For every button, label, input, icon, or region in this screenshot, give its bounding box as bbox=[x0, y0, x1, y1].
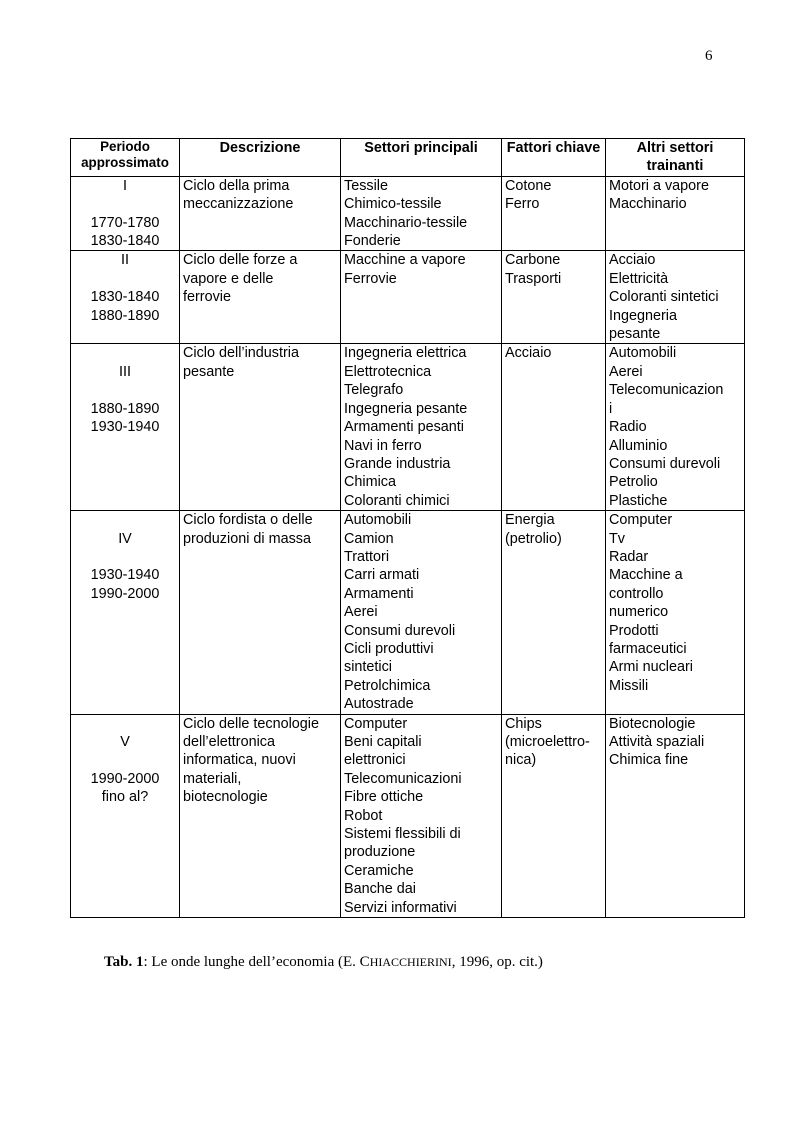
cell-line: Radar bbox=[609, 548, 649, 565]
table-row bbox=[71, 714, 745, 917]
cell-line: Trasporti bbox=[505, 270, 562, 287]
cell-line: Ingegneria bbox=[609, 307, 678, 324]
caption-label: Tab. 1 bbox=[104, 954, 144, 970]
main-sectors-cell bbox=[341, 511, 502, 714]
cell-line: Autostrade bbox=[344, 696, 414, 713]
cell-line: Macchinario bbox=[609, 196, 687, 213]
table-row bbox=[71, 251, 745, 344]
period-start: 1830-1840 bbox=[90, 289, 160, 306]
cell-line: Missili bbox=[609, 677, 649, 694]
cell-line: meccanizzazione bbox=[183, 196, 294, 213]
cell-line: Cotone bbox=[505, 177, 552, 194]
cell-line: Fibre ottiche bbox=[344, 789, 424, 806]
cell-line: Plastiche bbox=[609, 492, 668, 509]
period-start: 1930-1940 bbox=[90, 567, 160, 584]
caption-source: , 1996, op. cit.) bbox=[451, 954, 543, 970]
cell-line: Telecomunicazioni bbox=[344, 770, 462, 787]
other-sectors-cell bbox=[606, 714, 745, 917]
main-sectors-cell bbox=[341, 176, 502, 251]
cell-line: Trattori bbox=[344, 548, 390, 565]
cell-line: Chimico-tessile bbox=[344, 196, 442, 213]
caption-text: : Le onde lunghe dell’economia (E. bbox=[143, 954, 360, 970]
cell-line: ferrovie bbox=[183, 289, 231, 306]
period-cell bbox=[71, 251, 180, 344]
period-cell bbox=[71, 511, 180, 714]
cell-line: Fonderie bbox=[344, 233, 401, 250]
period-cell bbox=[71, 714, 180, 917]
cell-line: Macchine a vapore bbox=[344, 252, 466, 269]
table-header-row bbox=[71, 139, 745, 177]
cell-line: pesante bbox=[609, 326, 661, 343]
cell-line: pesante bbox=[183, 363, 235, 380]
key-factors-cell bbox=[502, 344, 606, 511]
cell-line: Ciclo dell’industria bbox=[183, 345, 299, 362]
main-sectors-cell bbox=[341, 714, 502, 917]
caption-author-initial: C bbox=[359, 954, 370, 970]
description-cell bbox=[180, 511, 341, 714]
cell-line: Telegrafo bbox=[344, 382, 404, 399]
cell-line: Alluminio bbox=[609, 437, 668, 454]
cell-line: Consumi durevoli bbox=[344, 622, 456, 639]
cell-line: Aerei bbox=[344, 604, 378, 621]
cell-line: vapore e delle bbox=[183, 270, 274, 287]
cell-line: Elettrotecnica bbox=[344, 363, 432, 380]
period-cell bbox=[71, 176, 180, 251]
page-number: 6 bbox=[705, 48, 713, 64]
cell-line: Tessile bbox=[344, 177, 388, 194]
cell-line: Radio bbox=[609, 419, 647, 436]
table-body bbox=[71, 176, 745, 917]
cell-line: (petrolio) bbox=[505, 530, 562, 547]
key-factors-cell bbox=[502, 251, 606, 344]
main-sectors-cell bbox=[341, 344, 502, 511]
cell-line: Ingegneria pesante bbox=[344, 400, 468, 417]
description-cell bbox=[180, 714, 341, 917]
cell-line: farmaceutici bbox=[609, 640, 687, 657]
cell-line: Biotecnologie bbox=[609, 715, 696, 732]
cell-line: Beni capitali bbox=[344, 734, 422, 750]
key-factors-cell bbox=[502, 176, 606, 251]
other-sectors-cell bbox=[606, 344, 745, 511]
cell-line: Consumi durevoli bbox=[609, 455, 721, 472]
period-end: 1830-1840 bbox=[90, 233, 160, 250]
cell-line: Armi nucleari bbox=[609, 659, 693, 676]
cell-line: i bbox=[609, 400, 613, 417]
cell-line: Ferrovie bbox=[344, 270, 397, 287]
cell-line: Servizi informativi bbox=[344, 899, 457, 916]
cell-line: Elettricità bbox=[609, 270, 669, 287]
description-cell bbox=[180, 344, 341, 511]
period-numeral: V bbox=[120, 733, 130, 750]
cell-line: Tv bbox=[609, 530, 625, 547]
cell-line: Ciclo delle forze a bbox=[183, 252, 298, 269]
other-sectors-cell bbox=[606, 176, 745, 251]
cell-line: Cicli produttivi bbox=[344, 640, 434, 657]
other-sectors-cell bbox=[606, 251, 745, 344]
cell-line: Banche dai bbox=[344, 881, 417, 898]
cell-line: Ciclo fordista o delle bbox=[183, 512, 313, 529]
cell-line: Attività spaziali bbox=[609, 734, 705, 750]
cell-line: sintetici bbox=[344, 659, 392, 676]
cell-line: nica) bbox=[505, 752, 537, 769]
cell-line: Robot bbox=[344, 807, 383, 824]
cell-line: informatica, nuovi bbox=[183, 752, 296, 769]
period-end: fino al? bbox=[101, 789, 149, 806]
cell-line: Chimica bbox=[344, 474, 396, 491]
cell-line: Ingegneria elettrica bbox=[344, 345, 467, 362]
cell-line: produzione bbox=[344, 844, 416, 861]
cell-line: Macchinario-tessile bbox=[344, 214, 468, 231]
cell-line: controllo bbox=[609, 585, 664, 602]
period-end: 1990-2000 bbox=[90, 585, 160, 602]
cell-line: Petrolio bbox=[609, 474, 658, 491]
period-start: 1990-2000 bbox=[90, 770, 160, 787]
period-cell bbox=[71, 344, 180, 511]
cell-line: Ceramiche bbox=[344, 862, 414, 879]
cell-line: produzioni di massa bbox=[183, 530, 311, 547]
cell-line: Aerei bbox=[609, 363, 643, 380]
key-factors-cell bbox=[502, 714, 606, 917]
period-numeral: IV bbox=[118, 530, 132, 547]
cell-line: Energia bbox=[505, 512, 555, 529]
cell-line: Telecomunicazion bbox=[609, 382, 724, 399]
cell-line: materiali, bbox=[183, 770, 242, 787]
main-sectors-cell bbox=[341, 251, 502, 344]
description-cell bbox=[180, 176, 341, 251]
cell-line: Armamenti bbox=[344, 585, 414, 602]
header-altri: Altri settori trainanti bbox=[606, 139, 745, 177]
cell-line: Ciclo della prima bbox=[183, 177, 290, 194]
period-end: 1880-1890 bbox=[90, 307, 160, 324]
table-row bbox=[71, 511, 745, 714]
cell-line: elettronici bbox=[344, 752, 406, 769]
long-waves-table bbox=[70, 138, 745, 918]
cell-line: dell’elettronica bbox=[183, 734, 275, 750]
header-descrizione: Descrizione bbox=[180, 139, 341, 177]
cell-line: Automobili bbox=[609, 345, 677, 362]
period-end: 1930-1940 bbox=[90, 419, 160, 436]
cell-line: Acciaio bbox=[505, 345, 552, 362]
other-sectors-cell bbox=[606, 511, 745, 714]
header-settori: Settori principali bbox=[341, 139, 502, 177]
caption-author-rest: HIACCHIERINI bbox=[369, 955, 452, 969]
cell-line: Chips bbox=[505, 715, 542, 732]
cell-line: Petrolchimica bbox=[344, 677, 431, 694]
cell-line: Sistemi flessibili di bbox=[344, 826, 461, 843]
cell-line: Carri armati bbox=[344, 567, 420, 584]
cell-line: Computer bbox=[609, 512, 673, 529]
period-numeral: III bbox=[119, 363, 131, 380]
period-start: 1770-1780 bbox=[90, 214, 160, 231]
period-numeral: I bbox=[123, 177, 127, 194]
cell-line: Ferro bbox=[505, 196, 540, 213]
description-cell bbox=[180, 251, 341, 344]
cell-line: Computer bbox=[344, 715, 408, 732]
table-row bbox=[71, 176, 745, 251]
cell-line: Grande industria bbox=[344, 455, 451, 472]
cell-line: Automobili bbox=[344, 512, 412, 529]
period-start: 1880-1890 bbox=[90, 400, 160, 417]
cell-line: Coloranti sintetici bbox=[609, 289, 719, 306]
cell-line: Chimica fine bbox=[609, 752, 689, 769]
cell-line: biotecnologie bbox=[183, 789, 268, 806]
cell-line: numerico bbox=[609, 604, 669, 621]
cell-line: Navi in ferro bbox=[344, 437, 422, 454]
table-caption bbox=[104, 954, 543, 971]
header-fattori: Fattori chiave bbox=[502, 139, 606, 177]
cell-line: Carbone bbox=[505, 252, 561, 269]
cell-line: (microelettro- bbox=[505, 734, 590, 750]
header-periodo: Periodo approssimato bbox=[71, 139, 180, 177]
cell-line: Ciclo delle tecnologie bbox=[183, 715, 319, 732]
cell-line: Armamenti pesanti bbox=[344, 419, 464, 436]
period-numeral: II bbox=[121, 252, 129, 269]
cell-line: Acciaio bbox=[609, 252, 656, 269]
cell-line: Macchine a bbox=[609, 567, 683, 584]
cell-line: Camion bbox=[344, 530, 394, 547]
key-factors-cell bbox=[502, 511, 606, 714]
cell-line: Coloranti chimici bbox=[344, 492, 450, 509]
cell-line: Motori a vapore bbox=[609, 177, 709, 194]
cell-line: Prodotti bbox=[609, 622, 659, 639]
table-row bbox=[71, 344, 745, 511]
